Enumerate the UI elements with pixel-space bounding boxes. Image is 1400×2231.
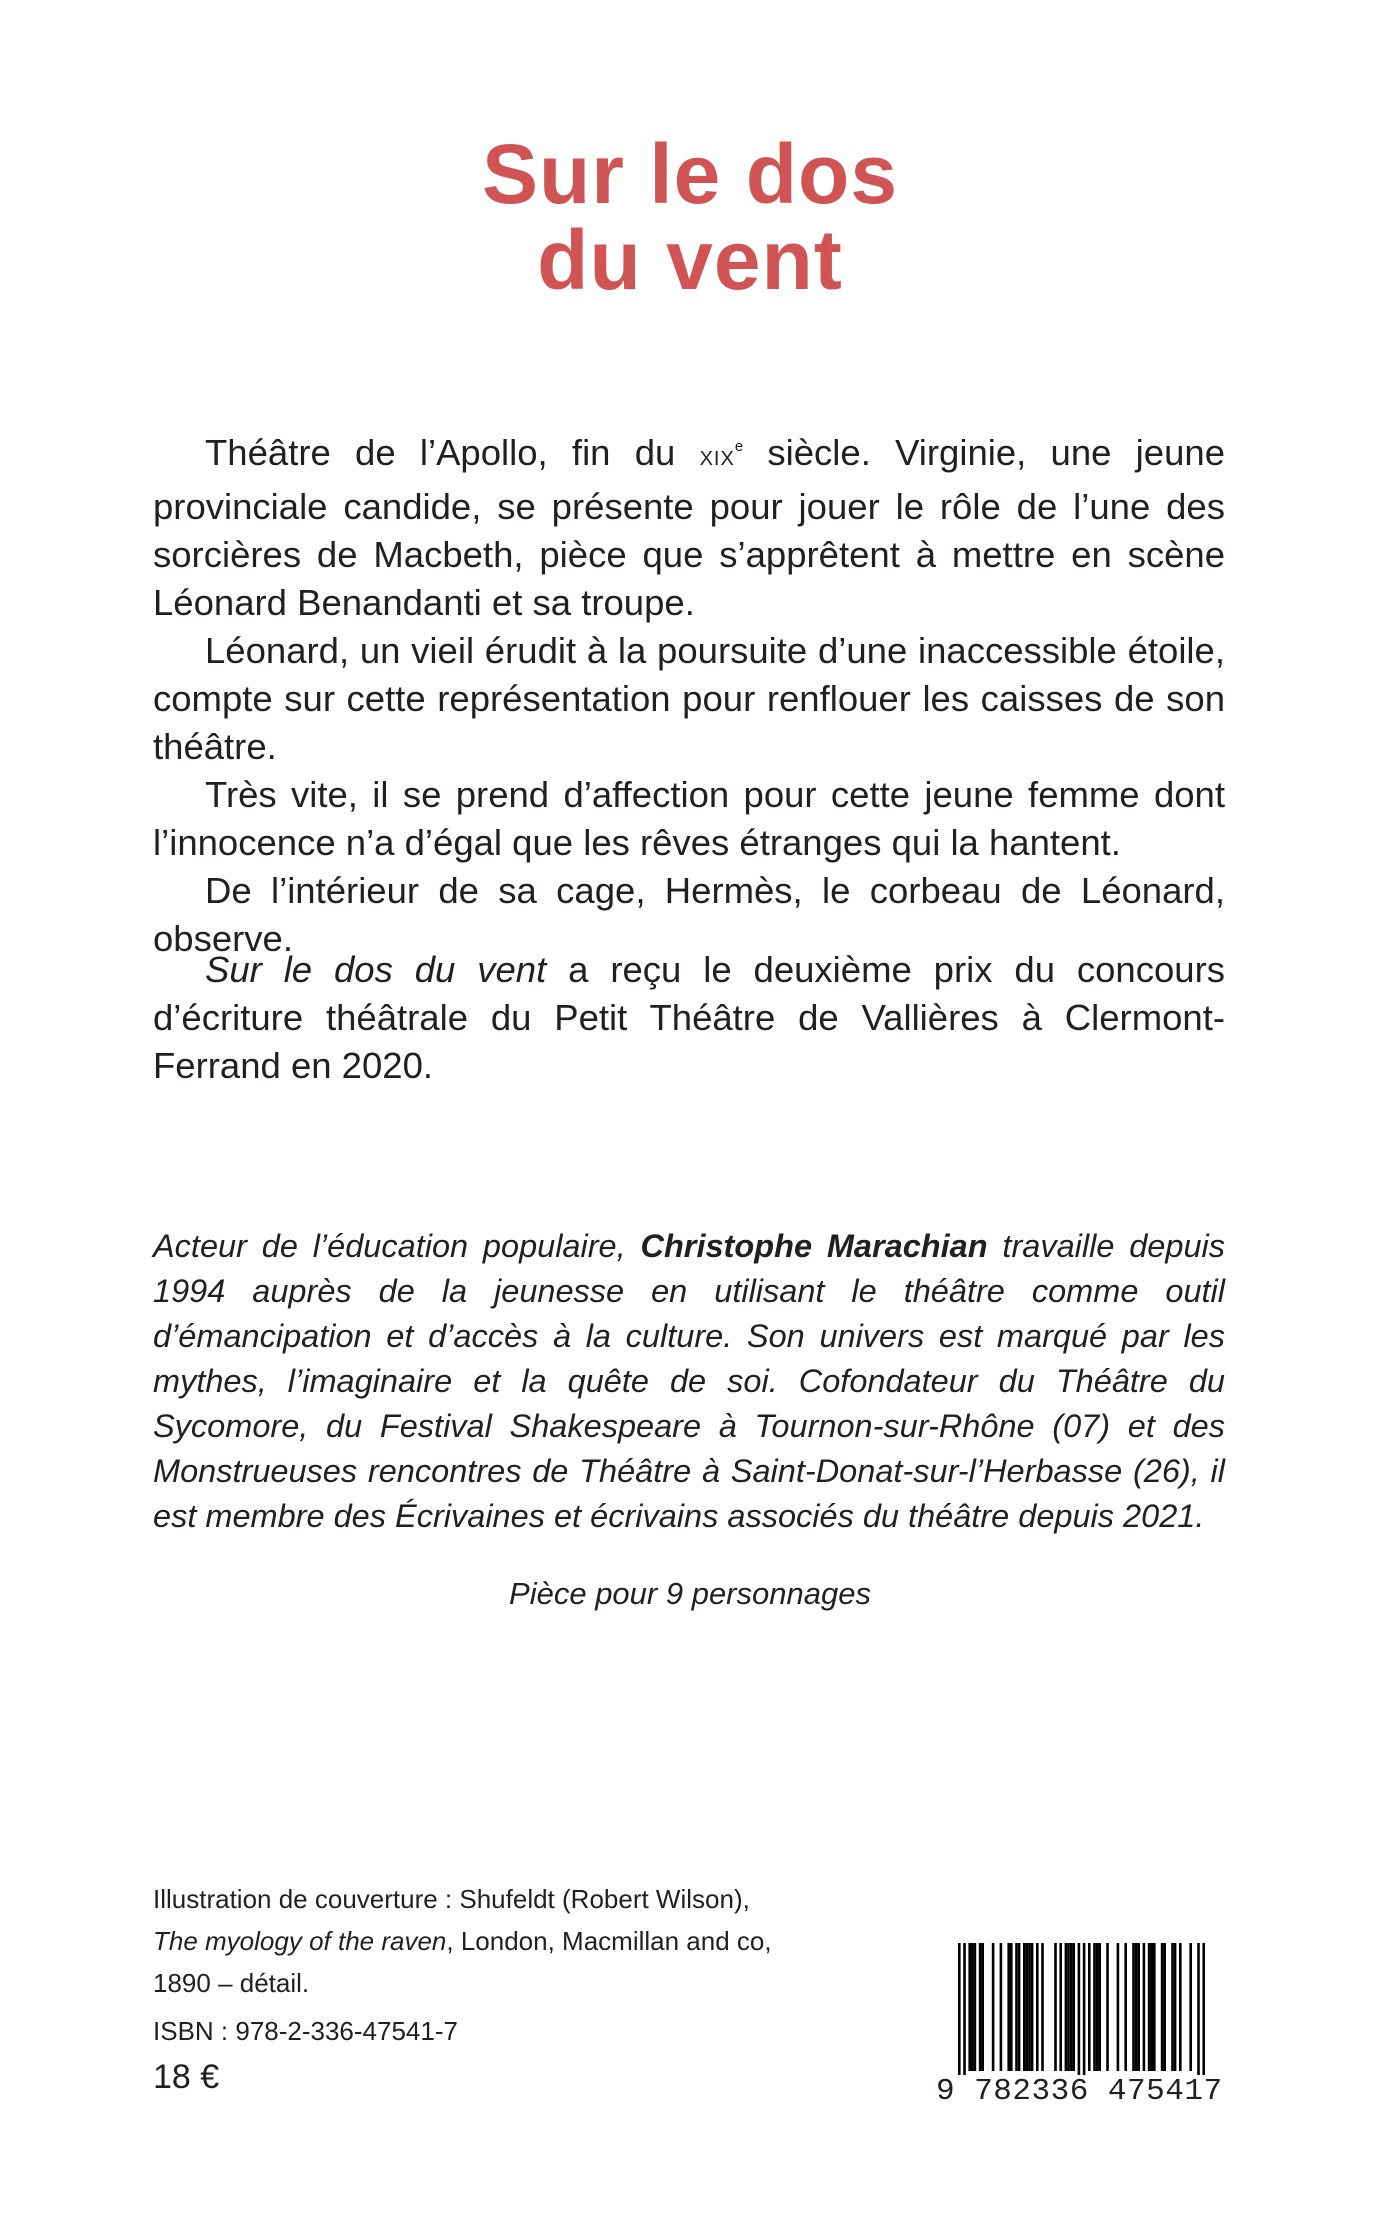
barcode-bar (1078, 1943, 1081, 2075)
barcode-bar (1096, 1943, 1099, 2071)
barcode-bars-icon (936, 1943, 1218, 2075)
barcode-bar (992, 1943, 995, 2071)
summary (153, 423, 1225, 963)
illustration-credit (153, 1878, 793, 2004)
barcode-bar (981, 1943, 984, 2071)
barcode-bar (958, 1943, 961, 2075)
barcode-bar (1150, 1943, 1153, 2071)
barcode-bar (1059, 1943, 1062, 2071)
barcode-bar (1202, 1943, 1205, 2075)
barcode-bar (1026, 1943, 1029, 2071)
barcode-bar (1197, 1943, 1200, 2075)
bio-pre: Acteur de l’éducation populaire, (153, 1228, 641, 1264)
barcode-bar (963, 1943, 966, 2075)
barcode-digits: 9 782336 475417 (936, 2074, 1223, 2109)
credit-line-3: 1890 – détail. (153, 1968, 310, 1998)
barcode-bar (1054, 1943, 1057, 2071)
barcode (936, 1943, 1223, 2109)
barcode-bar (1143, 1943, 1146, 2071)
barcode-bar (1135, 1943, 1138, 2071)
price: 18 € (153, 2058, 220, 2096)
barcode-bar (1098, 1943, 1101, 2071)
credit-work-title: The myology of the raven (153, 1926, 447, 1956)
barcode-bar (1028, 1943, 1031, 2071)
barcode-bar (1137, 1943, 1140, 2071)
prize-title-italic: Sur le dos du vent (205, 949, 547, 990)
barcode-bar (1171, 1943, 1174, 2071)
credit-line-2-rest: , London, Macmillan and co, (446, 1926, 772, 1956)
summary-paragraph-1 (153, 423, 1225, 627)
credit-line-2 (153, 1920, 793, 1962)
bio-post: travaille depuis 1994 auprès de la jeunesse en utilisant le théâtre comme outil d’émancipation et d’accès à la culture. Son univers est marqué par les mythes, l’imaginaire et la quête de soi. Cofondateur du Théâtre du Sycomore, du Festival Shakespeare à Tournon-sur-Rhône (07) et des Monstrueuses rencontres de Théâtre à Saint-Donat-sur-l’Herbasse (26), il est membre des Écrivaines et écrivains associés du théâtre depuis 2021. (153, 1228, 1225, 1534)
barcode-bar (1067, 1943, 1070, 2071)
barcode-bar (968, 1943, 971, 2071)
author-bio (153, 1224, 1225, 1539)
barcode-bar (1083, 1943, 1086, 2075)
barcode-bar (1106, 1943, 1109, 2071)
century-superscript: e (734, 438, 744, 455)
summary-paragraph-3: Très vite, il se prend d’affection pour cette jeune femme dont l’innocence n’a d’égal que les rêves étranges qui la hantent. (153, 774, 1225, 863)
barcode-bar (1023, 1943, 1026, 2071)
barcode-bar (1093, 1943, 1096, 2071)
barcode-bar (1179, 1943, 1182, 2071)
summary-paragraph-2: Léonard, un vieil érudit à la poursuite d’une inaccessible étoile, compte sur cette représentation pour renflouer les caisses de son théâtre. (153, 630, 1225, 767)
credit-line-1: Illustration de couverture : Shufeldt (Robert Wilson), (153, 1884, 750, 1914)
barcode-bar (974, 1943, 977, 2071)
barcode-bar (1189, 1943, 1192, 2071)
prize-rest: a reçu le deuxième prix du concours d’écriture théâtrale du Petit Théâtre de Vallières à Clermont-Ferrand en 2020. (153, 949, 1225, 1086)
book-title-line-1: Sur le dos (481, 127, 899, 221)
prize-text (153, 946, 1225, 1090)
barcode-bar (1124, 1943, 1127, 2071)
century-numeral: XIX (699, 448, 735, 470)
barcode-bar (979, 1943, 982, 2071)
cast-note: Pièce pour 9 personnages (509, 1576, 871, 1611)
barcode-bar (1153, 1943, 1156, 2071)
barcode-bar (1031, 1943, 1034, 2071)
barcode-bar (1065, 1943, 1068, 2071)
prize-paragraph (153, 946, 1225, 1090)
barcode-bar (1036, 1943, 1039, 2071)
summary-paragraph-4: De l’intérieur de sa cage, Hermès, le corbeau de Léonard, observe. (153, 870, 1225, 959)
barcode-bar (1161, 1943, 1164, 2071)
barcode-bar (1148, 1943, 1151, 2071)
barcode-bar (1117, 1943, 1120, 2071)
summary-p1-post: siècle. Virginie, une jeune provinciale candide, se présente pour jouer le rôle de l’une des sorcières de Macbeth, pièce que s’apprêtent à mettre en scène Léonard Benandanti et sa troupe. (153, 432, 1225, 623)
barcode-bar (1010, 1943, 1013, 2071)
barcode-bar (1041, 1943, 1044, 2071)
barcode-bar (1000, 1943, 1003, 2071)
isbn: ISBN : 978-2-336-47541-7 (153, 2016, 458, 2046)
book-title-line-2: du vent (537, 213, 843, 307)
barcode-bar (1174, 1943, 1177, 2071)
barcode-bar (1088, 1943, 1091, 2071)
barcode-bar (1132, 1943, 1135, 2071)
barcode-bar (1072, 1943, 1075, 2071)
summary-p1-pre: Théâtre de l’Apollo, fin du (205, 432, 700, 473)
barcode-bar (1015, 1943, 1018, 2071)
barcode-bar (1070, 1943, 1073, 2071)
barcode-bar (971, 1943, 974, 2071)
barcode-bar (1163, 1943, 1166, 2071)
author-name: Christophe Marachian (640, 1228, 988, 1264)
barcode-bar (1018, 1943, 1021, 2071)
barcode-bar (1007, 1943, 1010, 2071)
